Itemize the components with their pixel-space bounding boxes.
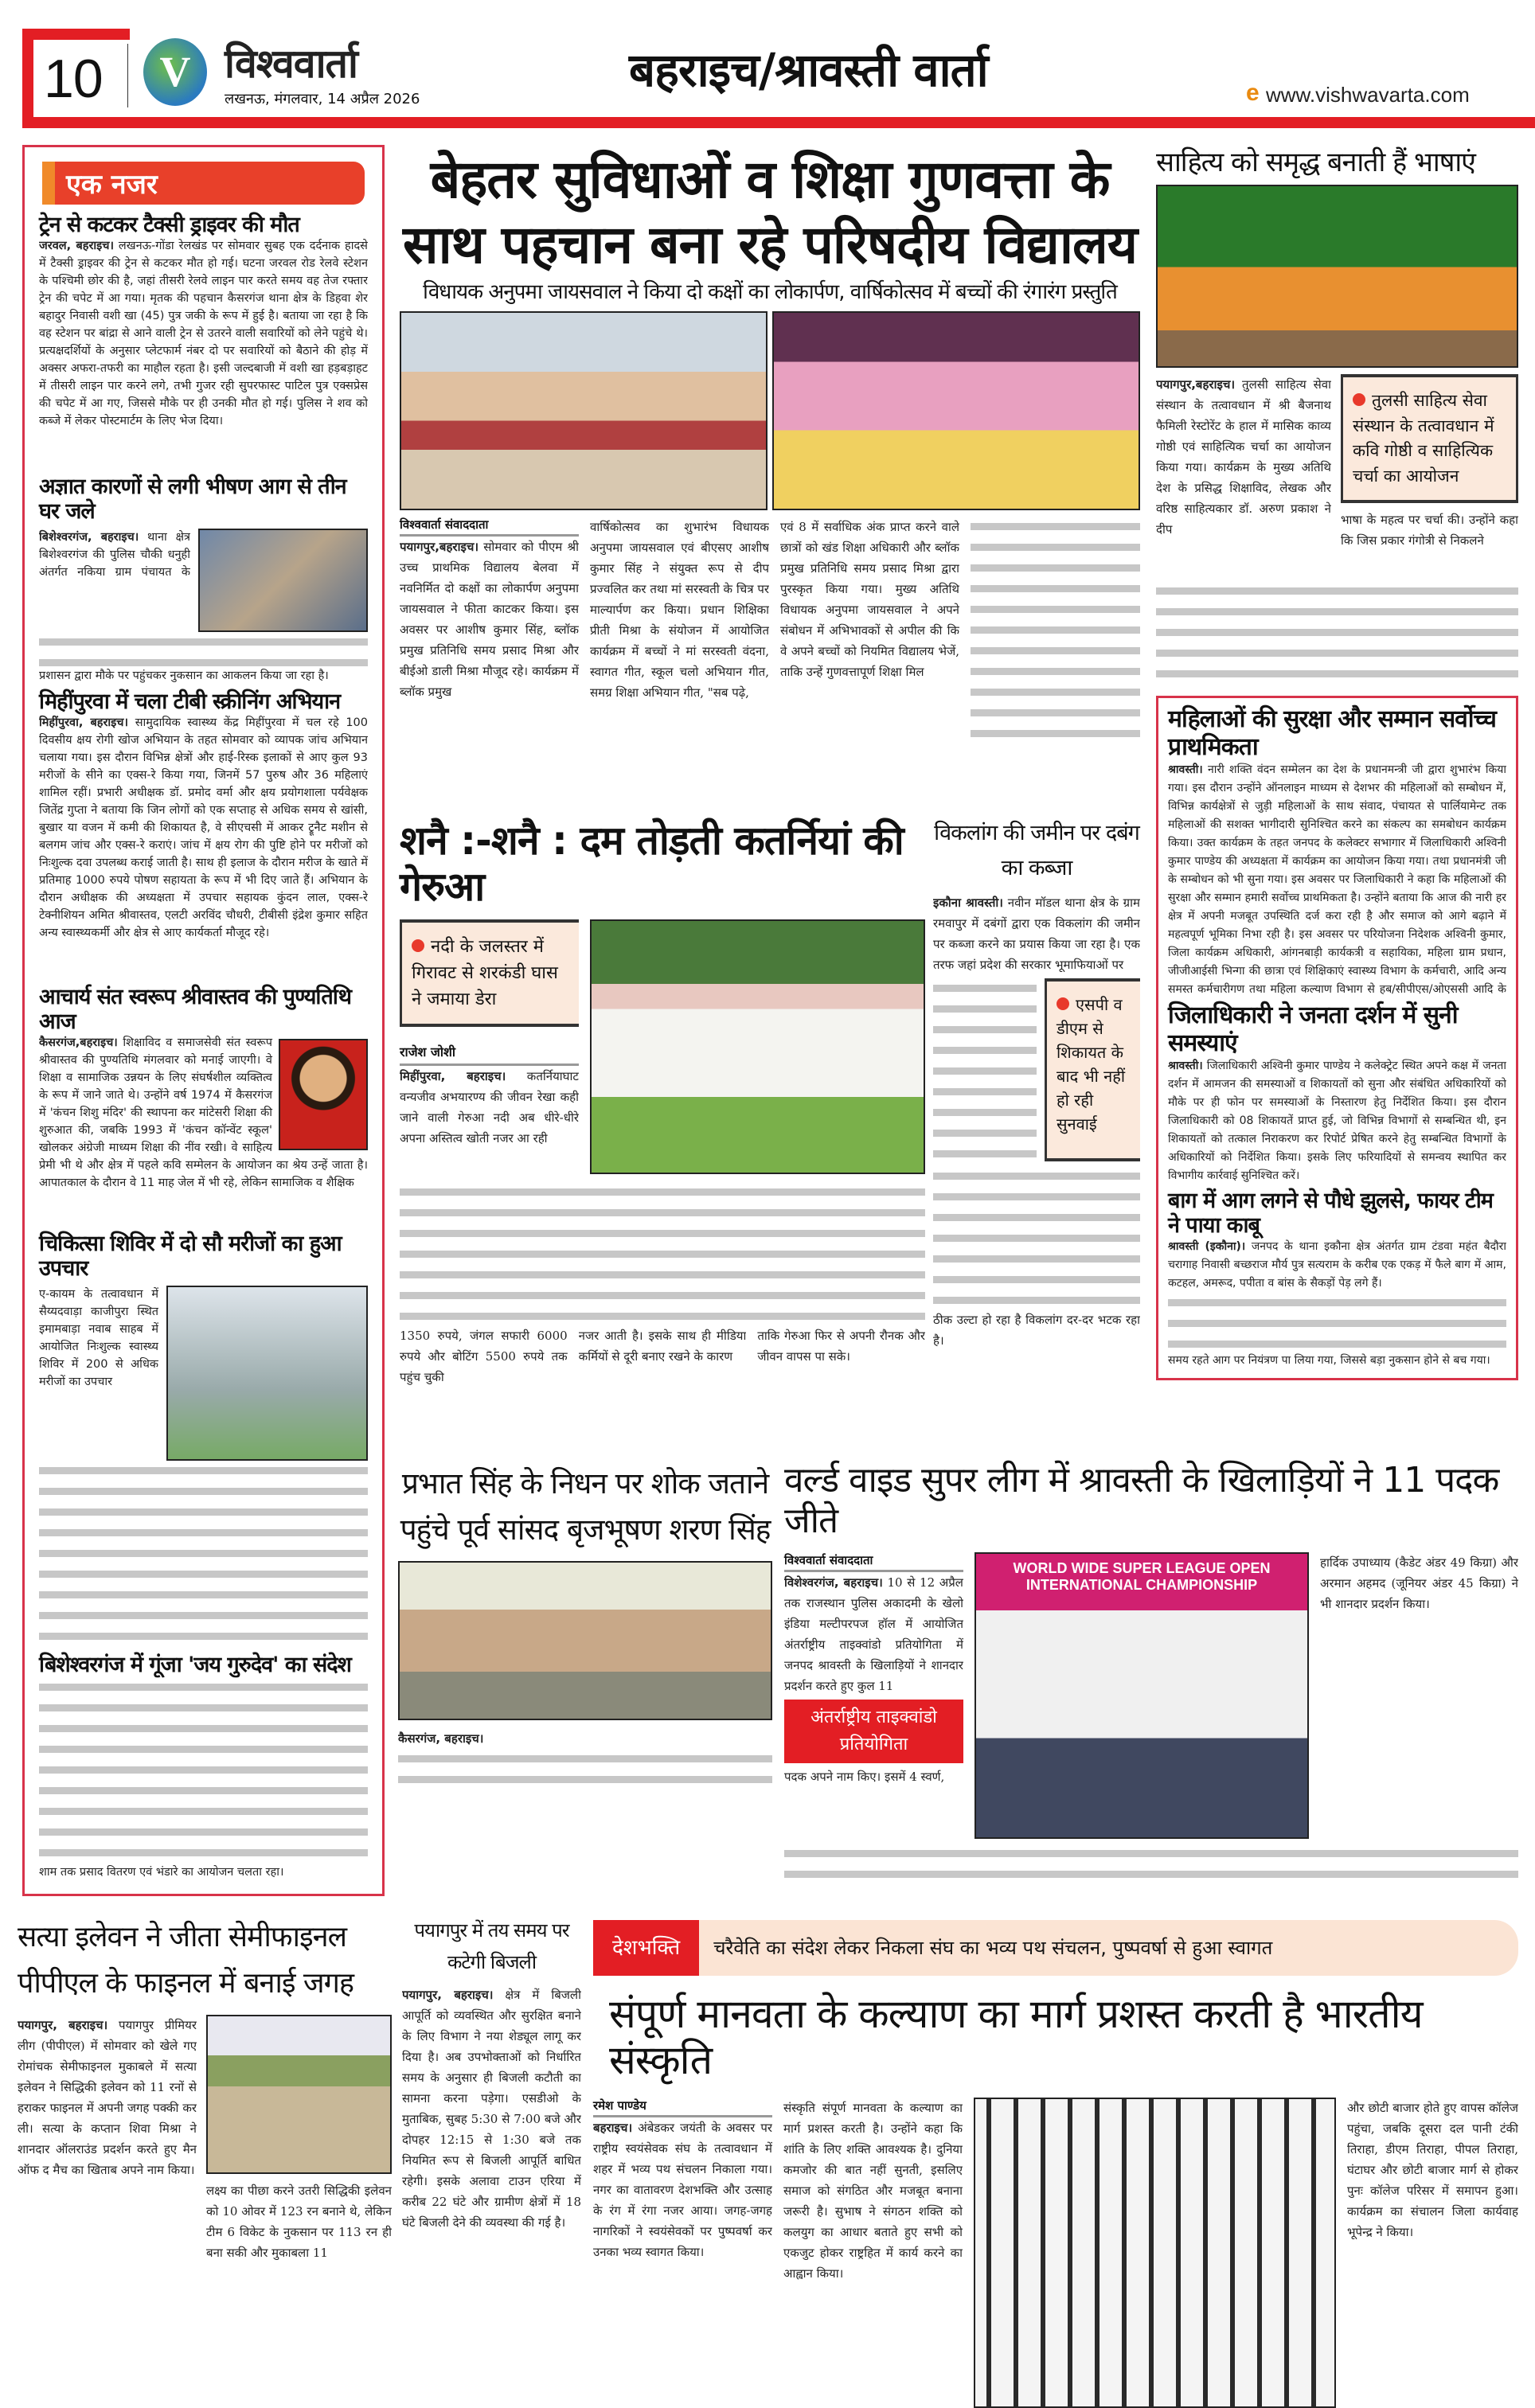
main-headline: बेहतर सुविधाओं व शिक्षा गुणवत्ता के साथ पहचान बना रहे परिषदीय विद्यालय [402, 149, 1138, 275]
section-badge: एक नजर [42, 162, 365, 205]
text-lines [39, 1677, 368, 1864]
byline: रमेश पाण्डेय [593, 2098, 772, 2117]
divider [127, 44, 128, 107]
fire-photo [198, 529, 368, 632]
headline: जिलाधिकारी ने जनता दर्शन में सुनी समस्याएं [1168, 1001, 1458, 1057]
masthead-accent-bar-left [22, 29, 33, 127]
story-text: लखनऊ-गोंडा रेलखंड पर सोमवार सुबह एक दर्दनाक हादसे में टैक्सी ड्राइवर की ट्रेन से कटकर मौत हो गई। घटना जरवल रोड रेलवे स्टेशन के पश्चिमी छोर की है, जहां तीसरी रेलवे लाइन पार करते समय वह तेज रफ्तार ट्रेन की चपेट में आ गया। मृतक की पहचान कैसरगंज थाना क्षेत्र के डिहवा शेर बहादुर निवासी वशी खा (45) पुत्र जकी के रूप में हुई है। बताया जा रहा है कि वह स्टेशन पर बांद्रा से आने वाली ट्रेन से उतरने वाली सवारियों को लेने पहुंचे थे। प्रत्यक्षदर्शियों के अनुसार प्लेटफार्म नंबर दो पर सवारियों को बैठाने की होड़ में अक्सर अफरा-तफरी का माहौल रहता है। इसी जल्दबाजी में वशी खा हड़बड़ाहट में तीसरी लाइन पार करने लगे, तभी गुजर रही सुपरफास्ट पाटिल पुत्र एक्सप्रेस की चपेट में आ गए, जिससे मौके पर ही उनकी मौत हो गई। पुलिस ने शव को कब्जे में लेकर पोस्टमार्टम के लिए भेज दिया। [39, 240, 368, 428]
dateline: कैसरगंज,बहराइच। [39, 1036, 118, 1050]
story-text: अंबेडकर जयंती के अवसर पर राष्ट्रीय स्वयंसेवक संघ के तत्वावधान में शहर में भव्य पथ संचलन निकाला गया। नगर का वातावरण देशभक्ति और उत्साह के रंग में रंगा नजर आया। जगह-जगह नागरिकों ने स्वयंसेवकों पर पुष्पवर्षा कर उनका भव्य स्वागत किया। [593, 2121, 772, 2259]
bullet-icon [1057, 997, 1069, 1010]
main-story [400, 147, 1140, 743]
story-text: जिलाधिकारी अश्विनी कुमार पाण्डेय ने कलेक्ट्रेट स्थित अपने कक्ष में जनता दर्शन में आमजन की समस्याओं व शिकायतों को सुना और संबंधित अधिकारियों को मौके पर ही फोन पर समस्याओं के निस्तारण हेतु निर्देशित किया। इस दौरान जिलाधिकारी को 08 शिकायतें प्राप्त हुई, जो विभिन्न विभागों से सम्बन्धित थी, इन शिकायतों को तत्काल निराकरण कर रिपोर्ट प्रेषित करने हेतु सम्बन्धित विभागों के अधिकारियों को निर्देशित किया। इसके लिए फरियादियों से समन्वय स्थापित कर विभागीय कार्रवाई सुनिश्चित करें। [1168, 1060, 1506, 1183]
byline: विश्ववार्ता संवाददाता [784, 1552, 963, 1572]
pull-quote: नदी के जलस्तर में गिरावट से शरकंडी घास ने जमाया डेरा [400, 919, 579, 1027]
story-text: नजर आती है। इसके साथ ही मीडिया कर्मियों से दूरी बनाए रखने के कारण [578, 1329, 747, 1364]
story-text: शाम तक प्रसाद वितरण एवं भंडारे का आयोजन चलता रहा। [39, 1866, 284, 1879]
paper-name: विश्ववार्ता [225, 41, 357, 87]
story-text: संस्कृति संपूर्ण मानवता के कल्याण का मार्ग प्रशस्त करती है। उन्होंने कहा कि शांति के लिए शक्ति आवश्यक है। दुनिया कमजोर की बात नहीं सुनती, इसलिए समाज को संगठित और मजबूत बनाना जरूरी है। सुभाष ने संगठन शक्ति को कलयुग का आधार बताते हुए सभी को एकजुट होकर राष्ट्रहित में कार्य करने का आह्वान किया। [783, 2101, 963, 2281]
headline: सत्या इलेवन ने जीता सेमीफाइनल पीपीएल के फाइनल में बनाई जगह [18, 1921, 354, 2000]
story-text: पदक अपने नाम किए। इसमें 4 स्वर्ण, [784, 1770, 945, 1785]
story-text: कतर्नियाघाट वन्यजीव अभयारण्य की जीवन रेखा कही जाने वाली गेरुआ नदी अब धीरे-धीरे अपना अस्तित्व खोती नजर आ रही [400, 1069, 579, 1145]
story-text: थाना क्षेत्र बिशेश्वरगंज की पुलिस चौकी धनुही अंतर्गत नकिया ग्राम पंचायत के [39, 531, 190, 580]
text-lines [784, 1844, 1518, 1885]
section-tag: देशभक्ति [593, 1920, 699, 1976]
headline: महिलाओं की सुरक्षा और सम्मान सर्वोच्च प्राथमिकता [1168, 705, 1496, 761]
rss-story [593, 1920, 1518, 2408]
headline: साहित्य को समृद्ध बनाती हैं भाषाएं [1156, 146, 1475, 178]
paper-logo-icon: V [143, 38, 207, 106]
dateline: जरवल, बहराइच। [39, 240, 114, 253]
text-lines [400, 1182, 925, 1325]
headline: शनै :-शनै : दम तोड़ती कतर्नियां की गेरुआ [400, 818, 904, 910]
kicker: चरैवेति का संदेश लेकर निकला संघ का भव्य पथ संचलन, पुष्पवर्षा से हुआ स्वागत [713, 1937, 1273, 1959]
dateline: मिहींपुरवा, बहराइच। [39, 716, 128, 730]
story-text: 1350 रुपये, जंगल सफारी 6000 रुपये और बोटिंग 5500 रुपये तक पहुंच चुकी [400, 1329, 568, 1384]
headline: मिहींपुरवा में चला टीबी स्क्रीनिंग अभियान [39, 689, 341, 715]
text-lines [398, 1749, 772, 1797]
camp-photo [166, 1286, 368, 1461]
league-story [784, 1461, 1518, 1885]
dateline: श्रावस्ती (इकौना)। [1168, 1240, 1246, 1254]
dateline: लखनऊ, मंगलवार, 14 अप्रैल 2026 [225, 91, 420, 107]
dateline: कैसरगंज, बहराइच। [398, 1731, 484, 1746]
headline: संपूर्ण मानवता के कल्याण का मार्ग प्रशस्त करती है भारतीय संस्कृति [609, 1991, 1423, 2083]
gerua-story [400, 818, 925, 1387]
headline: प्रभात सिंह के निधन पर शोक जताने पहुंचे पूर्व सांसद बृजभूषण शरण सिंह [400, 1466, 771, 1547]
poets-group-photo [1156, 185, 1518, 368]
headline: विकलांग की जमीन पर दबंग का कब्जा [934, 821, 1139, 880]
headline: अज्ञात कारणों से लगी भीषण आग से तीन घर जले [39, 474, 346, 525]
story-text: ए-कायम के तत्वावधान में सैय्यदवाड़ा काजीपुरा स्थित इमामबाड़ा नवाब साहब में आयोजित निःशुल्क स्वास्थ्य शिविर में 200 से अधिक मरीजों का उपचार [39, 1288, 158, 1389]
kicker-banner [593, 1920, 1518, 1976]
right-column [1156, 147, 1518, 1380]
story-text: ताकि गेरुआ फिर से अपनी रौनक और जीवन वापस पा सके। [757, 1329, 926, 1364]
bullet-icon [1353, 393, 1365, 406]
viklang-story [933, 816, 1140, 1351]
byline: राजेश जोशी [400, 1043, 579, 1066]
story-text: तुलसी साहित्य सेवा संस्थान के तत्वावधान में श्री बैजनाथ फैमिली रेस्टोरेंट के हाल में मासिक काव्य गोष्ठी एवं साहित्यिक चर्चा का आयोजन किया गया। कार्यक्रम के मुख्य अतिथि देश के प्रसिद्ध शिक्षाविद, लेखक और वरिष्ठ साहित्यकार डॉ. अरुण प्रकाश ने दीप [1156, 377, 1331, 537]
story-text: नवीन मॉडल थाना क्षेत्र के ग्राम रमवापुर में दबंगों द्वारा एक विकलांग की जमीन पर कब्जा करने का प्रयास किया जा रहा है। एक तरफ जहां प्रदेश की सरकार भूमाफियाओं पर [933, 896, 1140, 972]
callout-box: अंतर्राष्ट्रीय ताइक्वांडो प्रतियोगिता [784, 1700, 963, 1763]
headline: पयागपुर में तय समय पर कटेगी बिजली [414, 1919, 569, 1973]
web-e-icon: e [1246, 80, 1260, 106]
headline: ट्रेन से कटकर टैक्सी ड्राइवर की मौत [39, 213, 299, 237]
dateline: पयागपुर, बहराइच। [402, 1988, 494, 2002]
dateline: विशेश्वरगंज, बहराइच। [784, 1575, 883, 1590]
dateline: बिशेश्वरगंज, बहराइच। [39, 531, 139, 544]
dateline: पयागपुर,बहराइच। [1156, 377, 1236, 392]
masthead-rule [22, 117, 1535, 128]
headline: बिशेश्वरगंज में गूंजा 'जय गुरुदेव' का संदेश [39, 1652, 351, 1677]
cricket-photo [206, 2015, 392, 2174]
story-text: लक्ष्य का पीछा करने उतरी सिद्धिकी इलेवन को 10 ओवर में 123 रन बनाने थे, लेकिन टीम 6 विकेट के नुकसान पर 113 रन ही बना सकी और मुकाबला 11 [206, 2184, 392, 2260]
dateline: पयागपुर, बहराइच। [18, 2018, 108, 2032]
pull-quote: एसपी व डीएम से शिकायत के बाद भी नहीं हो रही सुनवाई [1045, 978, 1140, 1161]
story-text: समय रहते आग पर नियंत्रण पा लिया गया, जिससे बड़ा नुकसान होने से बच गया। [1168, 1354, 1490, 1368]
story-text: पयागपुर प्रीमियर लीग (पीपीएल) में सोमवार को खेले गए रोमांचक सेमीफाइनल मुकाबले में सत्या इलेवन ने सिद्धिकी इलेवन को 11 रनों से हराकर फाइनल में अपनी जगह पक्की कर ली। सत्या के कप्तान शिवा मिश्रा ने शानदार ऑलराउंड प्रदर्शन करते हुए मैन ऑफ द मैच का खिताब अपने नाम किया। [18, 2018, 197, 2177]
inauguration-photo [400, 311, 768, 510]
story-text: प्रशासन द्वारा मौके पर पहुंचकर नुकसान का आकलन किया जा रहा है। [39, 669, 329, 683]
dateline: मिहींपुरवा, बहराइच। [400, 1069, 506, 1083]
headline: आचार्य संत स्वरूप श्रीवास्तव की पुण्यतिथि आज [39, 985, 352, 1035]
banner-text: WORLD WIDE SUPER LEAGUE OPEN INTERNATIONAL CHAMPIONSHIP [1013, 1560, 1271, 1594]
prabhat-story [398, 1461, 772, 1797]
story-text: सोमवार को पीएम श्री उच्च प्राथमिक विद्यालय बेलवा में नवनिर्मित दो कक्षों का लोकार्पण अनुपमा जायसवाल ने फीता काटकर किया। इस अवसर पर आशीष कुमार सिंह, ब्लॉक प्रमुख प्रतिनिधि समय प्रसाद मिश्रा और बीईओ डाली मिश्रा मौजूद रहे। कार्यक्रम में ब्लॉक प्रमुख [400, 539, 579, 699]
forest-office-photo [590, 919, 925, 1174]
main-subtitle: विधायक अनुपमा जायसवाल ने किया दो कक्षों का लोकार्पण, वार्षिकोत्सव में बच्चों की रंगारंग प्रस्तुति [423, 280, 1117, 304]
march-photo [974, 2098, 1336, 2408]
power-story [402, 1914, 581, 2335]
story-text: शिक्षाविद व समाजसेवी संत स्वरूप श्रीवास्तव की पुण्यतिथि मंगलवार को मनाई जाएगी। वे शिक्षा व सामाजिक उन्नयन के लिए संघर्षशील व्यक्तित्व के रूप में जाने जाते थे। उन्होंने वर्ष 1974 में कैसरगंज में 'कंचन शिशु मंदिर' की स्थापना कर मांटेसरी शिक्षा की शुरुआत की, जबकि 1993 में 'कंचन कॉन्वेंट स्कूल' खोलकर अंग्रेजी माध्यम शिक्षा की नींव रखी। वे साहित्य प्रेमी भी थे और क्षेत्र में पहले कवि सम्मेलन के आयोजन का श्रेय उन्हें जाता है। आपातकाल के दौरान वे 11 माह जेल में भी रहे, लेकिन सामाजिक व शैक्षिक [39, 1036, 368, 1190]
pull-quote: तुलसी साहित्य सेवा संस्थान के तत्वावधान में कवि गोष्ठी व साहित्यिक चर्चा का आयोजन [1341, 374, 1518, 503]
story-text: ठीक उल्टा हो रहा है विकलांग दर-दर भटक रहा है। [933, 1313, 1140, 1348]
story-text: सामुदायिक स्वास्थ्य केंद्र मिहींपुरवा में चल रहे 100 दिवसीय क्षय रोगी खोज अभियान के तहत सोमवार को व्यापक जांच अभियान चलाया गया। इस दौरान विभिन्न क्षेत्रों और हाई-रिस्क इलाकों से आए कुल 93 मरीजों के सीने का एक्स-रे किया गया, जिनमें 57 पुरुष और 36 महिलाएं शामिल रहीं। प्रभारी अधीक्षक डॉ. प्रमोद वर्मा और क्षय प्रयोगशाला पर्यवेक्षक जितेंद्र गुप्ता ने बताया कि जिन लोगों को एक सप्ताह से अधिक समय से खांसी, बुखार या वजन में कमी की शिकायत है, वे सीएचसी में आकर ट्रूनैट मशीन से बलगम जांच और एक्स-रे कराएं। जांच में क्षय रोग की पुष्टि होने पर मरीजों को निःशुल्क दवा उपलब्ध कराई जाती है। साथ ही इलाज के दौरान मरीज के खाते में प्रतिमाह 1000 रुपये पोषण सहायता के रूप में भी दिए जाते हैं। अभियान के दौरान अधीक्षक की अध्यक्षता में उपचार सहायक कुंदन लाल, एक्स-रे टेक्नीशियन अमित श्रीवास्तव, एलटी अरविंद चौधरी, टीबीसी इंद्रेश कुमार सहित अन्य स्वास्थ्यकर्मी और क्षेत्र से आए कार्यकर्ता मौजूद रहे। [39, 716, 368, 940]
shravasti-box [1156, 696, 1518, 1380]
page-number: 10 [44, 49, 103, 109]
text-lines [933, 1166, 1140, 1309]
headline: वर्ल्ड वाइड सुपर लीग में श्रावस्ती के खिलाड़ियों ने 11 पदक जीते [784, 1460, 1499, 1541]
byline: विश्ववार्ता संवाददाता [400, 517, 579, 537]
masthead [0, 0, 1535, 131]
story-text: भाषा के महत्व पर चर्चा की। उन्होंने कहा कि जिस प्रकार गंगोत्री से निकलने [1341, 513, 1518, 548]
text-lines [39, 632, 368, 667]
cricket-story [18, 1914, 392, 2325]
dateline: पयागपुर,बहराइच। [400, 539, 479, 554]
story-text: और छोटी बाजार होते हुए वापस कॉलेज पहुंचा, जबकि दूसरा दल पानी टंकी तिराहा, डीएम तिराहा, पीपल तिराहा, घंटाघर और छोटी बाजार मार्ग से होकर पुनः कॉलेज परिसर में समापन हुआ। कार्यक्रम का संचालन जिला कार्यवाह भूपेन्द्र ने किया। [1347, 2101, 1518, 2239]
headline: बाग में आग लगने से पौधे झुलसे, फायर टीम ने पाया काबू [1168, 1188, 1493, 1239]
headline: चिकित्सा शिविर में दो सौ मरीजों का हुआ उपचार [39, 1231, 342, 1282]
story-text: जनपद के थाना इकौना क्षेत्र अंतर्गत ग्राम टंडवा महंत बैदौरा चरागाह निवासी बच्छराज मौर्य पुत्र सत्यराम के करीब एक एकड़ में फैले बाग में आम, कटहल, अमरूद, पपीता व बांस के सैकड़ों पेड़ लगे हैं। [1168, 1240, 1506, 1290]
portrait-photo [279, 1039, 368, 1150]
story-text: हार्दिक उपाध्याय (कैडेट अंडर 49 किग्रा) और अरमान अहमद (जूनियर अंडर 45 किग्रा) ने भी शानदार प्रदर्शन किया। [1320, 1555, 1518, 1612]
annual-function-photo [772, 311, 1140, 510]
website-link[interactable]: www.vishwavarta.com [1266, 83, 1470, 107]
text-lines [39, 1461, 368, 1647]
text-lines [933, 978, 1037, 1161]
dateline: इकौना श्रावस्ती। [933, 896, 1003, 910]
story-text: एवं 8 में सर्वाधिक अंक प्राप्त करने वाले छात्रों को खंड शिक्षा अधिकारी और ब्लॉक प्रमुख प्रतिनिधि समय प्रसाद मिश्रा द्वारा पुरस्कृत किया गया। मुख्य अतिथि विधायक अनुपमा जायसवाल ने अपने संबोधन में अभिभावकों से अपील की कि वे अपने बच्चों को नियमित विद्यालय भेजें, ताकि उन्हें गुणवत्तापूर्ण शिक्षा मिल [780, 519, 959, 679]
condolence-photo [398, 1561, 772, 1720]
story-text: नारी शक्ति वंदन सम्मेलन का देश के प्रधानमन्त्री जी द्वारा शुभारंभ किया गया। इस दौरान उन्होंने ऑनलाइन माध्यम से देशभर की महिलाओं को सम्बोधन में, विभिन्न कार्यक्षेत्रों से जुड़ी महिलाओं के साथ संवाद, पंचायत से पार्लियामेन्ट तक महिलाओं की सशक्त भागीदारी सुनिश्चित करने का संकल्प का समबोधन कार्यक्रम किया। उक्त कार्यक्रम के तहत जनपद के कलेक्टर सभागार में जिलाधिकारी अश्विनी कुमार पाण्डेय की अध्यक्षता में कार्यक्रम का आयोजन किया गया। तथा प्रधानमंत्री जी के सम्बोधन को भी सुना गया। इस अवसर पर जिलाधिकारी ने कहा कि महिलाओं की सुरक्षा और सम्मान हमारी सर्वोच्च प्राथमिकता है। उन्होंने बताया कि आज की नारी हर क्षेत्र में अपनी मजबूत उपस्थिति दर्ज करा रही है और समाज को आगे बढ़ाने में महत्वपूर्ण भूमिका निभा रही है। इस अवसर पर परियोजना निदेशक अश्विनी कुमार, जिला कार्यक्रम अधिकारी, आंगनबाड़ी कार्यकत्री व सहायिका, महिला ग्राम प्रधान, जीजीआईसी भिन्गा की छात्रा एवं शिक्षिकाएं स्वास्थ्य विभाग के कर्मचारी, आदि अन्य समस्त कर्मचारीगण तथा महिला कल्याण विभाग से हब/सीपीएस/ओएससी आदि के [1168, 763, 1506, 997]
ek-nazar-column [22, 145, 385, 1896]
section-title: बहराइच/श्रावस्ती वार्ता [629, 43, 988, 97]
taekwondo-photo [975, 1552, 1309, 1839]
story-text: वार्षिकोत्सव का शुभारंभ विधायक अनुपमा जायसवाल एवं बीएसए आशीष कुमार सिंह ने संयुक्त रूप से दीप प्रज्वलित कर तथा मां सरस्वती के चित्र पर माल्यार्पण कर किया। प्रधान शिक्षिका प्रीती मिश्रा के संयोजन में आयोजित कार्यक्रम में बच्चों ने मां सरस्वती वंदना, स्वागत गीत, स्कूल चलो अभियान गीत, समग्र शिक्षा अभियान गीत, "सब पढ़े, [590, 519, 769, 700]
text-lines [971, 517, 1140, 743]
text-lines [1156, 581, 1518, 685]
text-lines [1168, 1293, 1506, 1352]
story-text: 10 से 12 अप्रैल तक राजस्थान पुलिस अकादमी के खेलो इंडिया मल्टीपरपज हॉल में आयोजित अंतर्राष्ट्रीय ताइक्वांडो प्रतियोगिता में जनपद श्रावस्ती के खिलाड़ियों ने शानदार प्रदर्शन करते हुए कुल 11 [784, 1575, 963, 1694]
dateline: श्रावस्ती। [1168, 763, 1203, 777]
dateline: बहराइच। [593, 2121, 633, 2135]
masthead-accent-bar [22, 29, 130, 40]
dateline: श्रावस्ती। [1168, 1060, 1203, 1073]
story-text: क्षेत्र में बिजली आपूर्ति को व्यवस्थित और सुरक्षित बनाने के लिए विभाग ने नया शेड्यूल लागू कर दिया है। अब उपभोक्ताओं को निर्धारित समय के अनुसार ही बिजली कटौती का सामना करना पड़ेगा। एसडीओ के मुताबिक, सुबह 5:30 से 7:00 बजे और दोपहर 12:15 से 1:30 बजे तक नियमित रूप से बिजली आपूर्ति बाधित रहेगी। इसके अलावा टाउन एरिया में करीब 22 घंटे और ग्रामीण क्षेत्रों में 18 घंटे बिजली देने की व्यवस्था की गई है। [402, 1988, 581, 2230]
bullet-icon [412, 939, 424, 952]
